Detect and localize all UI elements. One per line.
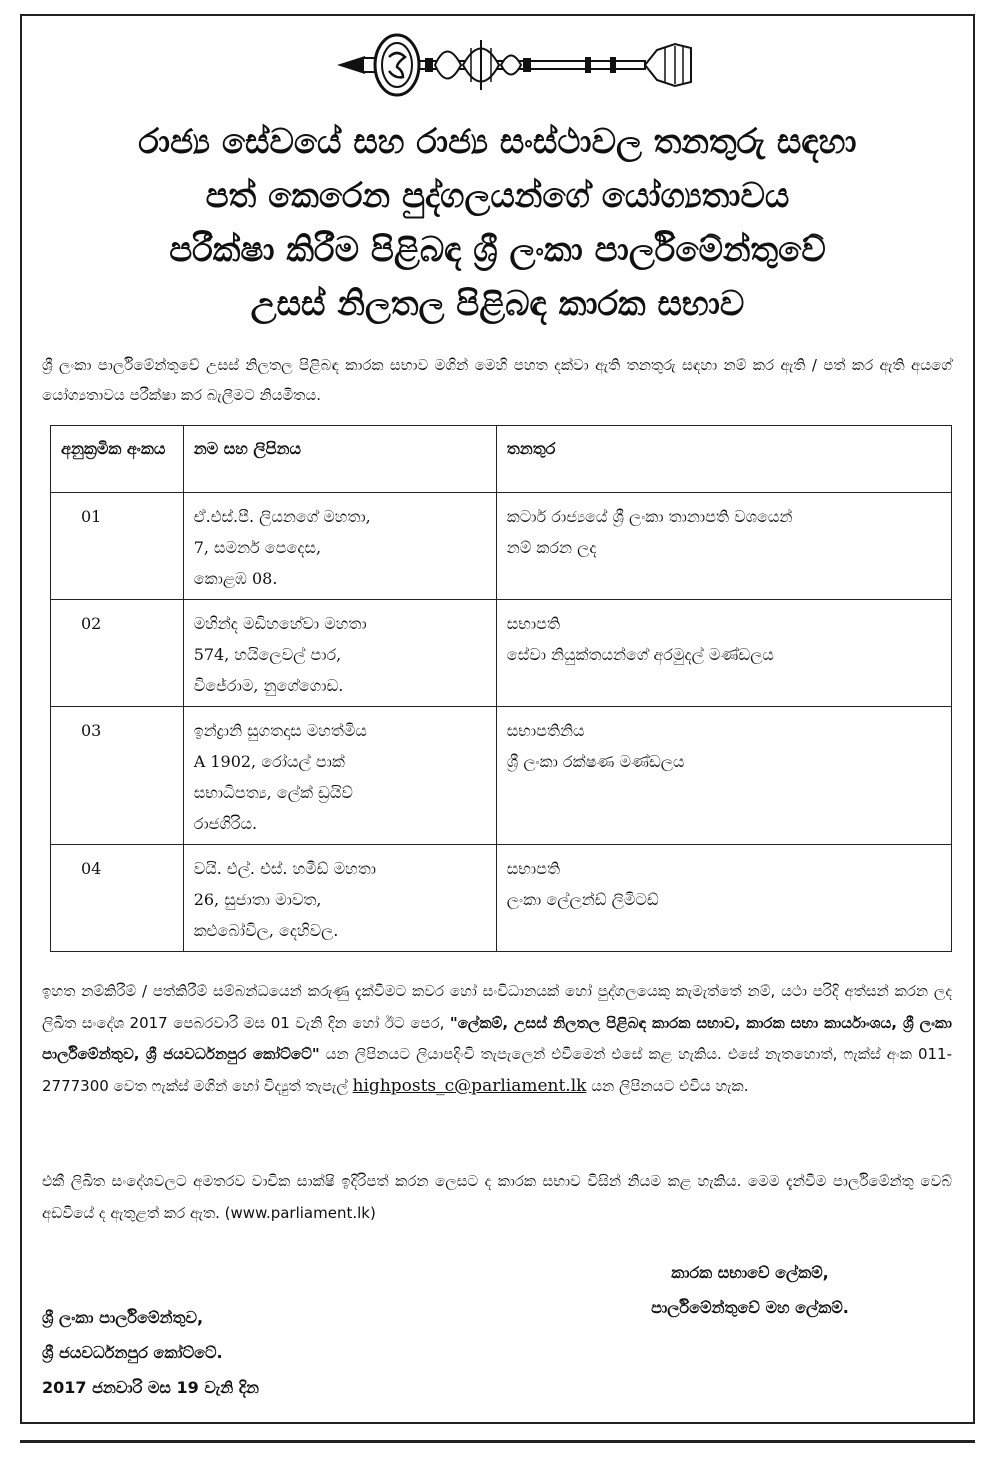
post-line: ශ්‍රී ලංකා රක්ෂණ මණ්ඩලය <box>506 751 685 771</box>
address-line: සභාධිපත්‍ය, ලේක් ඩ්‍රයිව් <box>193 782 353 802</box>
table-row <box>51 706 952 844</box>
address-line: විජේරාම, නුගේගොඩ. <box>193 675 344 695</box>
oral-evidence-paragraph: එකී ලිඛිත සංදේශවලට අමතරව වාචික සාක්ෂි ඉදිරිපත් කරන ලෙසට ද කාරක සභාව විසින් නියම කළ හැකිය. මෙම දැන්වීම පාර්ලිමේන්තු වෙබ් අඩවියේ ද ඇතුළත් කර ඇත. (www.parliament.lk) <box>42 1172 952 1222</box>
name-address-cell <box>183 599 496 706</box>
signature-line: කාරක සභාවේ ලේකම්, <box>671 1263 829 1282</box>
nominee-table <box>50 425 952 952</box>
post-line: සභාපති <box>506 859 560 879</box>
title-line: රාජ්‍ය සේවයේ සහ රාජ්‍ය සංස්ථාවල තනතුරු සඳහා <box>138 122 857 162</box>
address-line: වයි. එල්. එස්. හමීඩ් මහතා <box>193 859 376 879</box>
column-header-post: තනතුර <box>496 426 951 493</box>
signature-block <box>560 1255 940 1325</box>
address-line: ඒ.එස්.පී. ලියනගේ මහතා, <box>193 507 371 526</box>
post-cell <box>496 493 951 600</box>
address-line: ඉන්ද්‍රානි සුගතදාස මහත්මිය <box>193 720 367 740</box>
parliament-mace-icon <box>335 30 695 100</box>
email-link[interactable]: highposts_c@parliament.lk <box>352 1075 587 1096</box>
address-line: කළුබෝවිල, දෙහිවල. <box>193 921 339 941</box>
submission-paragraph <box>42 976 952 1102</box>
serial-number: 03 <box>51 706 184 844</box>
postal-address: "ලේකම්, උසස් නිලතල පිළිබඳ කාරක සභාව, කාරක සභා කාර්යාංශය, ශ්‍රී ලංකා පාර්ලිමේන්තුව, ශ්‍රී ජයවර්ධනපුර කෝට්ටේ" <box>42 1013 952 1063</box>
post-line: ලංකා ලේලන්ඩ් ලිමිටඩ් <box>506 890 659 910</box>
serial-number: 02 <box>51 599 184 706</box>
paragraph-text: ඉහත නම්කිරීම් / පත්කිරීම් සම්බන්ධයෙන් කරුණු දැක්වීමට කවර හෝ සංවිධානයක් හෝ පුද්ගලයෙකු කැමැත්තේ නම්, යථා පරිදි අත්සන් කරන ලද ලිඛිත සංදේශ 2017 පෙබරවාරි මස 01 වැනි දින හෝ ඊට පෙර, <box>42 982 952 1032</box>
notice-title <box>40 115 955 331</box>
place-line: ශ්‍රී ජයවර්ධනපුර කෝට්ටේ. <box>42 1343 223 1362</box>
intro-paragraph: ශ්‍රී ලංකා පාර්ලිමේන්තුවේ උසස් නිලතල පිළිබඳ කාරක සභාව මගින් මෙහි පහත දක්වා ඇති තනතුරු සඳහා නම් කර ඇති / පත් කර ඇති අයගේ යෝග්‍යතාවය පරීක්ෂා කර බැලීමට නියමිතය. <box>42 356 952 404</box>
post-line: නම් කරන ලද <box>506 538 597 557</box>
post-cell <box>496 706 951 844</box>
serial-number: 01 <box>51 493 184 600</box>
post-line: සභාපතිනිය <box>506 720 585 740</box>
table-header-row <box>51 426 952 493</box>
address-line: 574, හයිලෙවල් පාර, <box>193 644 342 664</box>
table-row <box>51 599 952 706</box>
table-row <box>51 493 952 600</box>
paragraph-text: යන ලිපිනයට ලියාපදිංචි තැපැලෙන් එවීමෙන් එසේ කළ හැකිය. එසේ නැතහොත්, ෆැක්ස් අංක 011-2777300 වෙත ෆැක්ස් මගින් හෝ විද්‍යුත් තැපැල් <box>42 1045 953 1095</box>
paragraph-text: යන ලිපිනයට එවිය හැක. <box>586 1076 749 1095</box>
address-line: A 1902, රෝයල් පාක් <box>193 751 345 771</box>
signature-line: පාර්ලිමේන්තුවේ මහ ලේකම්. <box>651 1298 849 1317</box>
address-line: 7, සමනර් පෙදෙස, <box>193 538 322 557</box>
address-line: රාජගිරිය. <box>193 813 258 833</box>
post-cell <box>496 845 951 952</box>
title-line: පරීක්ෂා කිරීම පිළිබඳ ශ්‍රී ලංකා පාර්ලිමේන්තුවේ <box>169 230 826 270</box>
post-line: සේවා නියුක්තයන්ගේ අරමුදල් මණ්ඩලය <box>506 644 774 664</box>
post-cell <box>496 599 951 706</box>
title-line: උසස් නිලතල පිළිබඳ කාරක සභාව <box>250 284 745 324</box>
name-address-cell <box>183 493 496 600</box>
name-address-cell <box>183 706 496 844</box>
place-date-block <box>42 1300 542 1405</box>
address-line: 26, සුජාතා මාවත, <box>193 890 322 910</box>
date-line: 2017 ජනවාරි මස 19 වැනි දින <box>42 1378 259 1397</box>
place-line: ශ්‍රී ලංකා පාර්ලිමේන්තුව, <box>42 1308 204 1327</box>
address-line: මහින්ද මඩිහහේවා මහතා <box>193 613 367 633</box>
title-line: පත් කෙරෙන පුද්ගලයන්ගේ යෝග්‍යතාවය <box>205 176 790 216</box>
table-row <box>51 845 952 952</box>
post-line: කටාර් රාජ්‍යයේ ශ්‍රී ලංකා තානාපති වශයෙන් <box>506 507 793 526</box>
serial-number: 04 <box>51 845 184 952</box>
address-line: කොළඹ 08. <box>193 569 278 588</box>
post-line: සභාපති <box>506 613 560 633</box>
bottom-divider <box>20 1440 975 1443</box>
column-header-name-address: නම සහ ලිපිනය <box>183 426 496 493</box>
name-address-cell <box>183 845 496 952</box>
column-header-serial: අනුක්‍රමික අංකය <box>51 426 184 493</box>
